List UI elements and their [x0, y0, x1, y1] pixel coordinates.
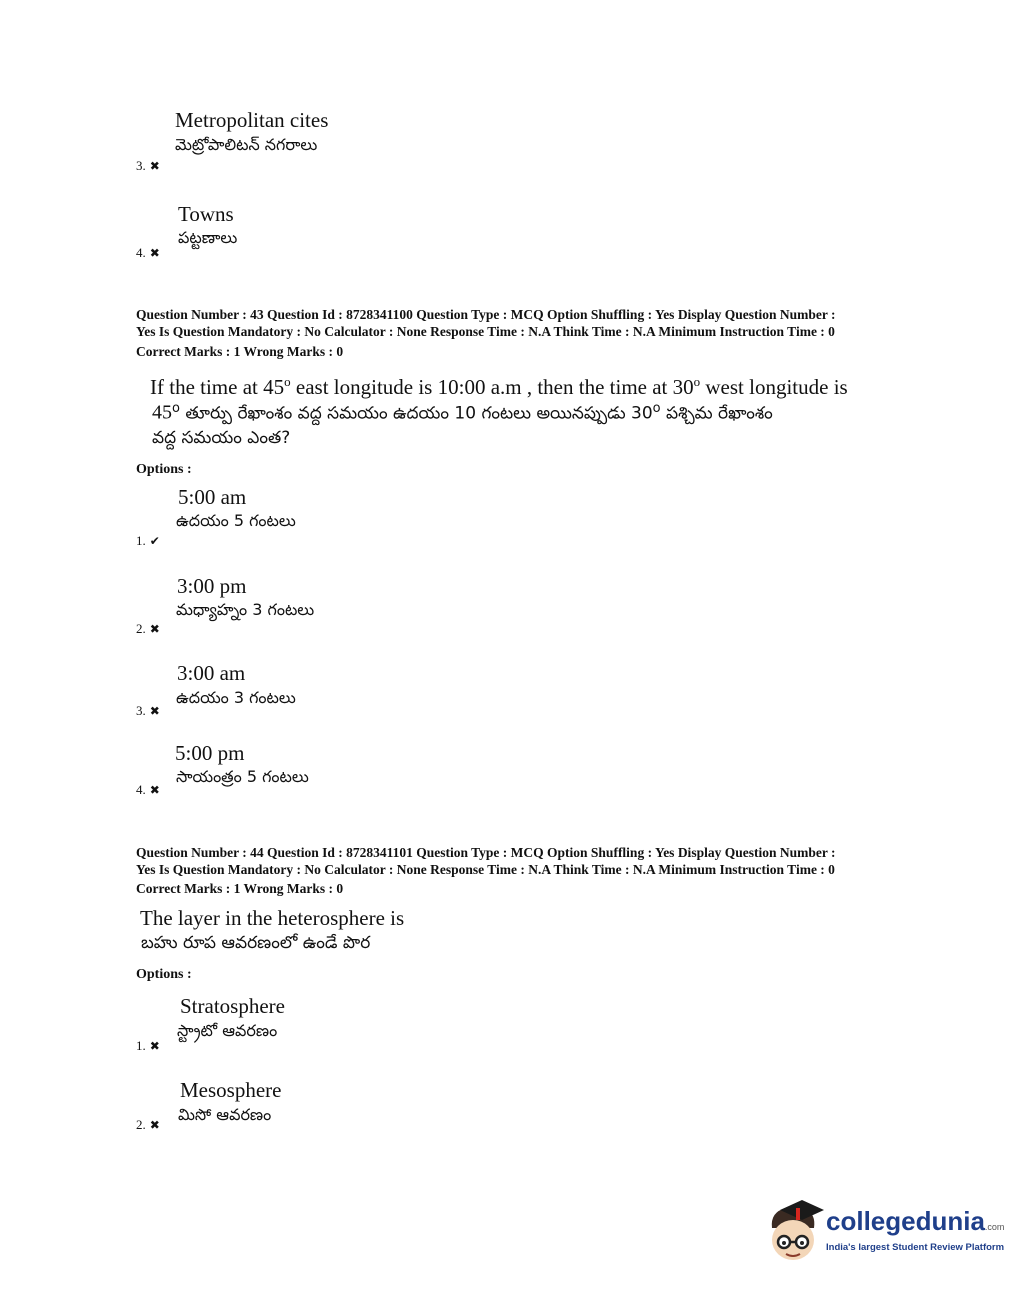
q44-question-telugu: బహు రూప ఆవరణంలో ఉండే పొర [141, 933, 371, 953]
q43-option-4-telugu: సాయంత్రం 5 గంటలు [176, 767, 309, 786]
q43-option-1-english: 5:00 am [178, 485, 247, 509]
prev-option-4-telugu: పట్టణాలు [178, 228, 238, 247]
q43-question-telugu-line-2: వద్ద సమయం ఎంత? [152, 428, 291, 448]
q44-option-2-telugu: మిసో ఆవరణం [178, 1105, 272, 1124]
cross-icon: ✖ [149, 159, 160, 173]
q43-option-3-english: 3:00 am [177, 661, 246, 685]
q44-meta-line-3: Correct Marks : 1 Wrong Marks : 0 [136, 881, 344, 896]
prev-option-4-english: Towns [178, 202, 234, 226]
q43-option-3-number: 3. ✖ [136, 703, 160, 718]
brand-tagline: India's largest Student Review Platform [826, 1242, 1005, 1253]
q44-meta-line-2: Yes Is Question Mandatory : No Calculator : None Response Time : N.A Think Time : N.A Minimum Instruction Time : 0 [136, 862, 835, 877]
q44-question-english: The layer in the heterosphere is [140, 906, 405, 930]
prev-option-3-telugu: మెట్రోపాలిటన్ నగరాలు [175, 135, 318, 154]
q43-option-1-telugu: ఉదయం 5 గంటలు [176, 511, 296, 530]
cross-icon: ✖ [149, 1118, 160, 1132]
q43-question-telugu-line-1: 45$^o$ తూర్పు రేఖాంశం వద్ద సమయం ఉదయం 10 గంటలు అయినప్పుడు 30$^o$ పశ్చిమ రేఖాంశం [152, 401, 773, 424]
q44-option-1-english: Stratosphere [180, 994, 285, 1018]
brand-name: collegedunia.com [826, 1206, 1005, 1236]
collegedunia-watermark [766, 1198, 1005, 1270]
q43-option-2-number: 2. ✖ [136, 621, 160, 636]
mascot-logo-icon [766, 1198, 828, 1268]
check-icon: ✔ [149, 534, 160, 548]
q44-option-2-english: Mesosphere [180, 1078, 282, 1102]
q43-meta-line-1: Question Number : 43 Question Id : 8728341100 Question Type : MCQ Option Shuffling : Yes Display Question Number : [136, 307, 836, 322]
q44-option-1-telugu: స్ట్రాటో ఆవరణం [177, 1021, 278, 1040]
prev-option-3-number: 3. ✖ [136, 158, 160, 173]
q43-question-english: If the time at 45$^o$ east longitude is 10:00 a.m , then the time at 30$^o$ west longitude is [150, 374, 848, 399]
q44-option-1-number: 1. ✖ [136, 1038, 160, 1053]
q43-option-2-english: 3:00 pm [177, 574, 247, 598]
q43-option-4-number: 4. ✖ [136, 782, 160, 797]
q43-options-label: Options : [136, 462, 192, 477]
cross-icon: ✖ [149, 622, 160, 636]
q44-options-label: Options : [136, 967, 192, 982]
q43-meta-line-2: Yes Is Question Mandatory : No Calculator : None Response Time : N.A Think Time : N.A Minimum Instruction Time : 0 [136, 324, 835, 339]
q43-option-2-telugu: మధ్యాహ్నం 3 గంటలు [176, 600, 315, 619]
prev-option-3-english: Metropolitan cites [175, 108, 329, 132]
q43-option-4-english: 5:00 pm [175, 741, 245, 765]
q44-option-2-number: 2. ✖ [136, 1117, 160, 1132]
cross-icon: ✖ [149, 246, 160, 260]
cross-icon: ✖ [149, 1039, 160, 1053]
q43-option-3-telugu: ఉదయం 3 గంటలు [176, 688, 296, 707]
q43-meta-line-3: Correct Marks : 1 Wrong Marks : 0 [136, 344, 344, 359]
q43-option-1-number: 1. ✔ [136, 533, 160, 548]
q44-meta-line-1: Question Number : 44 Question Id : 8728341101 Question Type : MCQ Option Shuffling : Yes Display Question Number : [136, 845, 836, 860]
cross-icon: ✖ [149, 783, 160, 797]
prev-option-4-number: 4. ✖ [136, 245, 160, 260]
cross-icon: ✖ [149, 704, 160, 718]
